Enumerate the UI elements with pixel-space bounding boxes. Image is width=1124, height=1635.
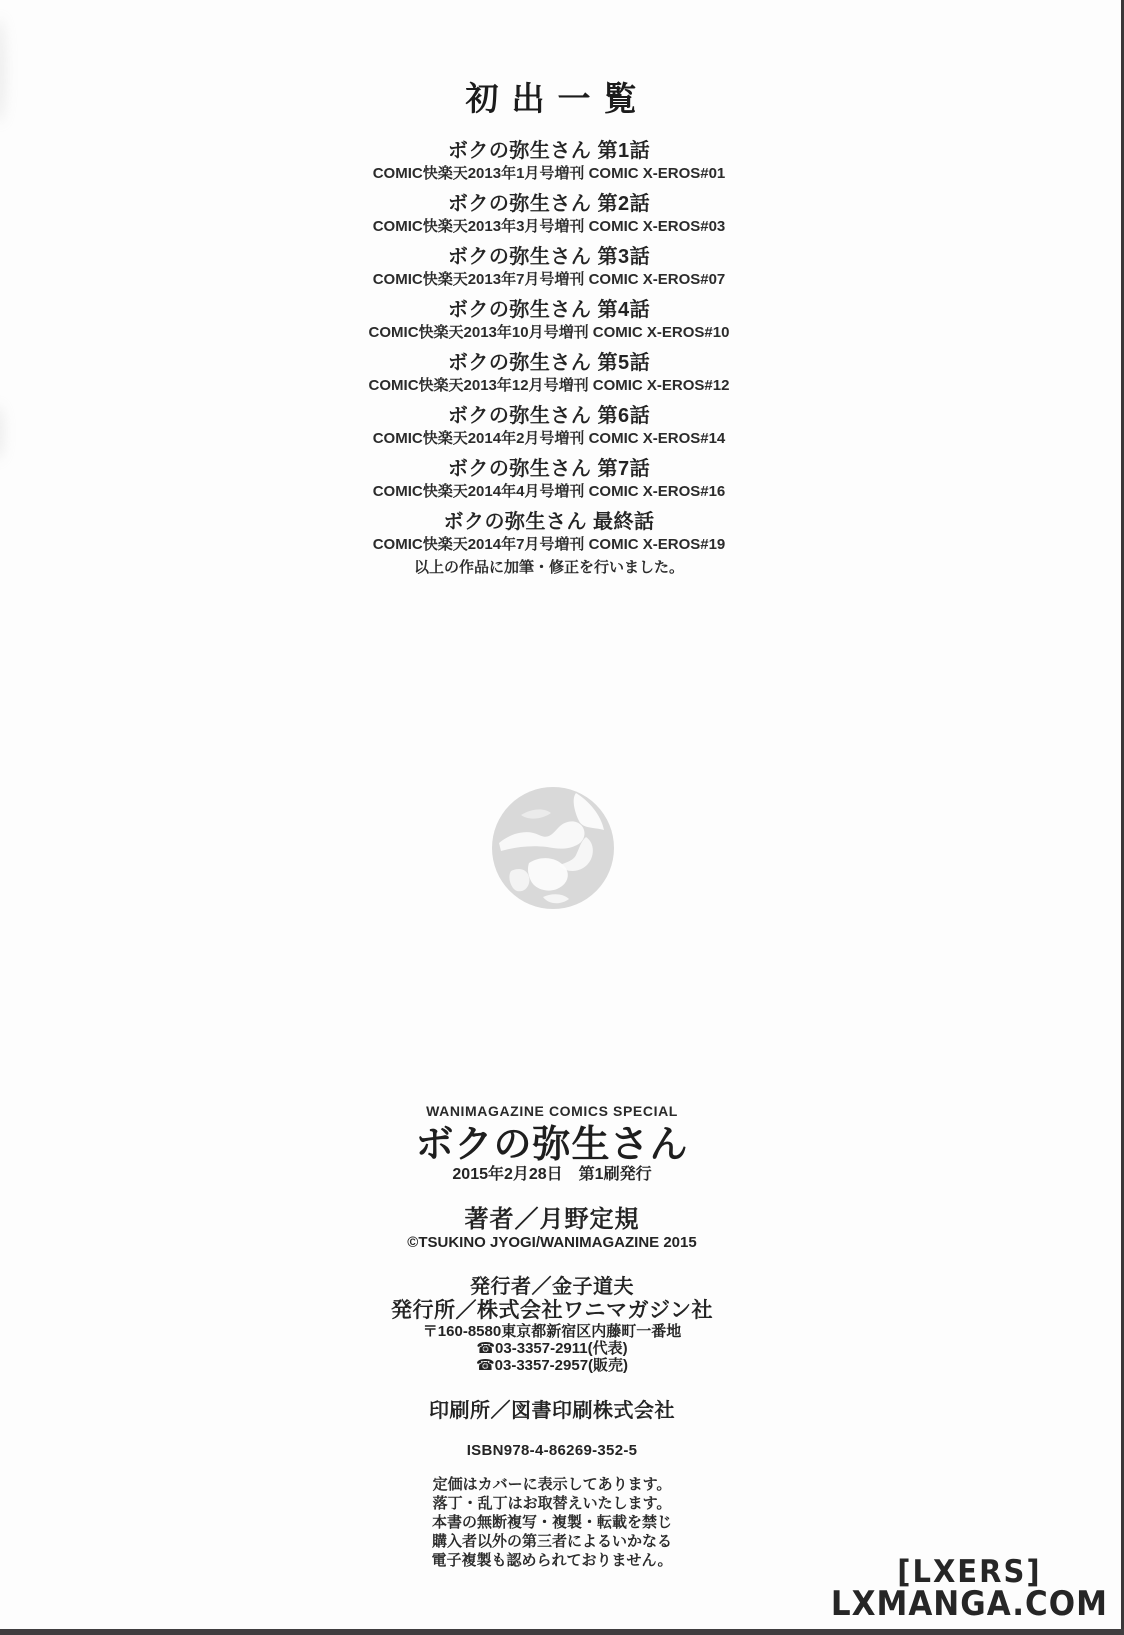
publication-list xyxy=(0,138,1098,554)
list-item xyxy=(369,350,730,395)
revision-note: 以上の作品に加筆・修正を行いました。 xyxy=(413,559,684,576)
print-date: 2015年2月28日 第1刷発行 xyxy=(452,1166,652,1183)
address-line: 〒160-8580東京都新宿区内藤町一番地 xyxy=(422,1323,682,1340)
page-title: 初出一覧 xyxy=(465,80,650,117)
entry-source: COMIC快楽天2013年10月号増刊 COMIC X-EROS#10 xyxy=(368,324,730,341)
isbn: ISBN978-4-86269-352-5 xyxy=(466,1442,638,1459)
entry-source: COMIC快楽天2013年12月号増刊 COMIC X-EROS#12 xyxy=(368,377,730,394)
entry-source: COMIC快楽天2013年1月号増刊 COMIC X-EROS#01 xyxy=(372,165,726,182)
entry-title: ボクの弥生さん 第7話 xyxy=(447,458,651,480)
legal-line: 本書の無断複写・複製・転載を禁じ xyxy=(431,1514,672,1531)
legal-line: 落丁・乱丁はお取替えいたします。 xyxy=(432,1495,672,1512)
list-item xyxy=(373,244,726,289)
entry-title: ボクの弥生さん 最終話 xyxy=(443,511,655,533)
entry-title: ボクの弥生さん 第1話 xyxy=(447,140,651,162)
watermark-url: LXMANGA.COM xyxy=(830,1584,1108,1624)
phone-main: ☎03-3357-2911(代表) xyxy=(476,1340,628,1357)
entry-title: ボクの弥生さん 第6話 xyxy=(447,405,651,427)
dragon-icon xyxy=(491,785,616,910)
list-item xyxy=(373,138,726,183)
legal-line: 電子複製も認められておりません。 xyxy=(431,1552,673,1569)
phone-sales: ☎03-3357-2957(販売) xyxy=(475,1357,629,1374)
printer-line: 印刷所／図書印刷株式会社 xyxy=(429,1400,675,1422)
list-item xyxy=(373,191,726,236)
book-title: ボクの弥生さん xyxy=(415,1124,689,1166)
publisher-line: 発行者／金子道夫 xyxy=(470,1276,634,1298)
list-item xyxy=(373,509,726,554)
copyright-line: ©TSUKINO JYOGI/WANIMAGAZINE 2015 xyxy=(407,1234,697,1251)
entry-source: COMIC快楽天2014年2月号増刊 COMIC X-EROS#14 xyxy=(372,430,726,447)
publishing-house-line: 発行所／株式会社ワニマガジン社 xyxy=(391,1299,713,1322)
site-watermark xyxy=(830,1552,1108,1624)
watermark-tag: [LXERS] xyxy=(897,1552,1042,1590)
scan-edge-bottom xyxy=(0,1629,1124,1635)
entry-source: COMIC快楽天2014年7月号増刊 COMIC X-EROS#19 xyxy=(372,536,726,553)
wanimagazine-dragon-logo xyxy=(491,785,616,910)
author-line: 著者／月野定規 xyxy=(464,1206,640,1233)
imprint-label: WANIMAGAZINE COMICS SPECIAL xyxy=(426,1103,678,1119)
entry-source: COMIC快楽天2013年3月号増刊 COMIC X-EROS#03 xyxy=(372,218,726,235)
legal-line: 購入者以外の第三者によるいかなる xyxy=(431,1533,672,1550)
entry-title: ボクの弥生さん 第5話 xyxy=(447,352,651,374)
entry-title: ボクの弥生さん 第4話 xyxy=(447,299,651,321)
colophon-block xyxy=(0,1103,1104,1570)
entry-source: COMIC快楽天2013年7月号増刊 COMIC X-EROS#07 xyxy=(372,271,726,288)
entry-source: COMIC快楽天2014年4月号増刊 COMIC X-EROS#16 xyxy=(372,483,726,500)
entry-title: ボクの弥生さん 第3話 xyxy=(447,246,651,268)
list-item xyxy=(369,297,730,342)
legal-line: 定価はカバーに表示してあります。 xyxy=(432,1476,672,1493)
entry-title: ボクの弥生さん 第2話 xyxy=(447,193,651,215)
list-item xyxy=(373,403,726,448)
list-item xyxy=(373,456,726,501)
